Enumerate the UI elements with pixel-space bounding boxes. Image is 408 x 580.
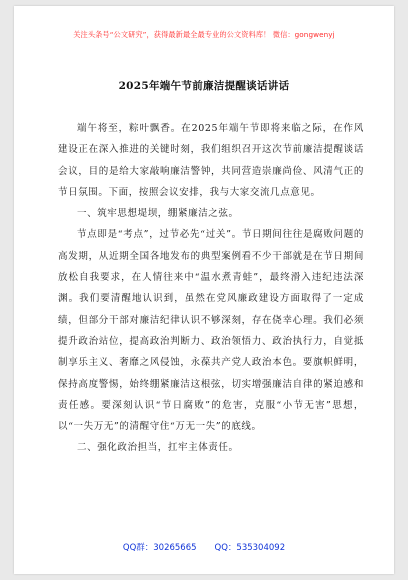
document-body [58,118,364,459]
footer-contact [14,541,394,553]
section-heading-2: 二、强化政治担当，扛牢主体责任。 [77,442,239,454]
promo-header: 关注头条号“公文研究”，获得最新最全最专业的公文资料库！ 微信：gongwenyj [73,30,335,39]
footer-qq: QQ：535304092 [214,543,286,553]
section-heading-1: 一、筑牢思想堤坝，绷紧廉洁之弦。 [77,208,239,220]
footer-qq-group: QQ群：30265665 [122,543,197,553]
document-title: 2025年端午节前廉洁提醒谈话讲话 [118,80,290,92]
document-page [14,6,394,574]
paragraph-section-1: 节点即是“考点”，过节必先“过关”。节日期间往往是腐败问题的高发期，从近期全国各地发布的典型案例看不少干部就是在节日期间放松自我要求，在人情往来中“温水煮青蛙”，最终滑入违纪违法深渊。我们要清醒地认识到，虽然在党风廉政建设方面取得了一定成绩，但部分干部对廉洁纪律认识不够深刻，存在侥幸心理。我们必须提升政治站位，提高政治判断力、政治领悟力、政治执行力，自觉抵制享乐主义、奢靡之风侵蚀，永葆共产党人政治本色。要旗帜鲜明，保持高度警惕，始终绷紧廉洁这根弦，切实增强廉洁自律的紧迫感和责任感。要深刻认识“节日腐败”的危害，克服“小节无害”思想，以“一失万无”的清醒守住“万无一失”的底线。 [58,229,364,433]
paragraph-intro: 端午将至，粽叶飘香。在2025年端午节即将来临之际，在作风建设正在深入推进的关键时刻，我们组织召开这次节前廉洁提醒谈话会议，目的是给大家敲响廉洁警钟，共同营造崇廉尚俭、风清气正的节日氛围。下面，按照会议安排，我与大家交流几点意见。 [58,123,364,198]
